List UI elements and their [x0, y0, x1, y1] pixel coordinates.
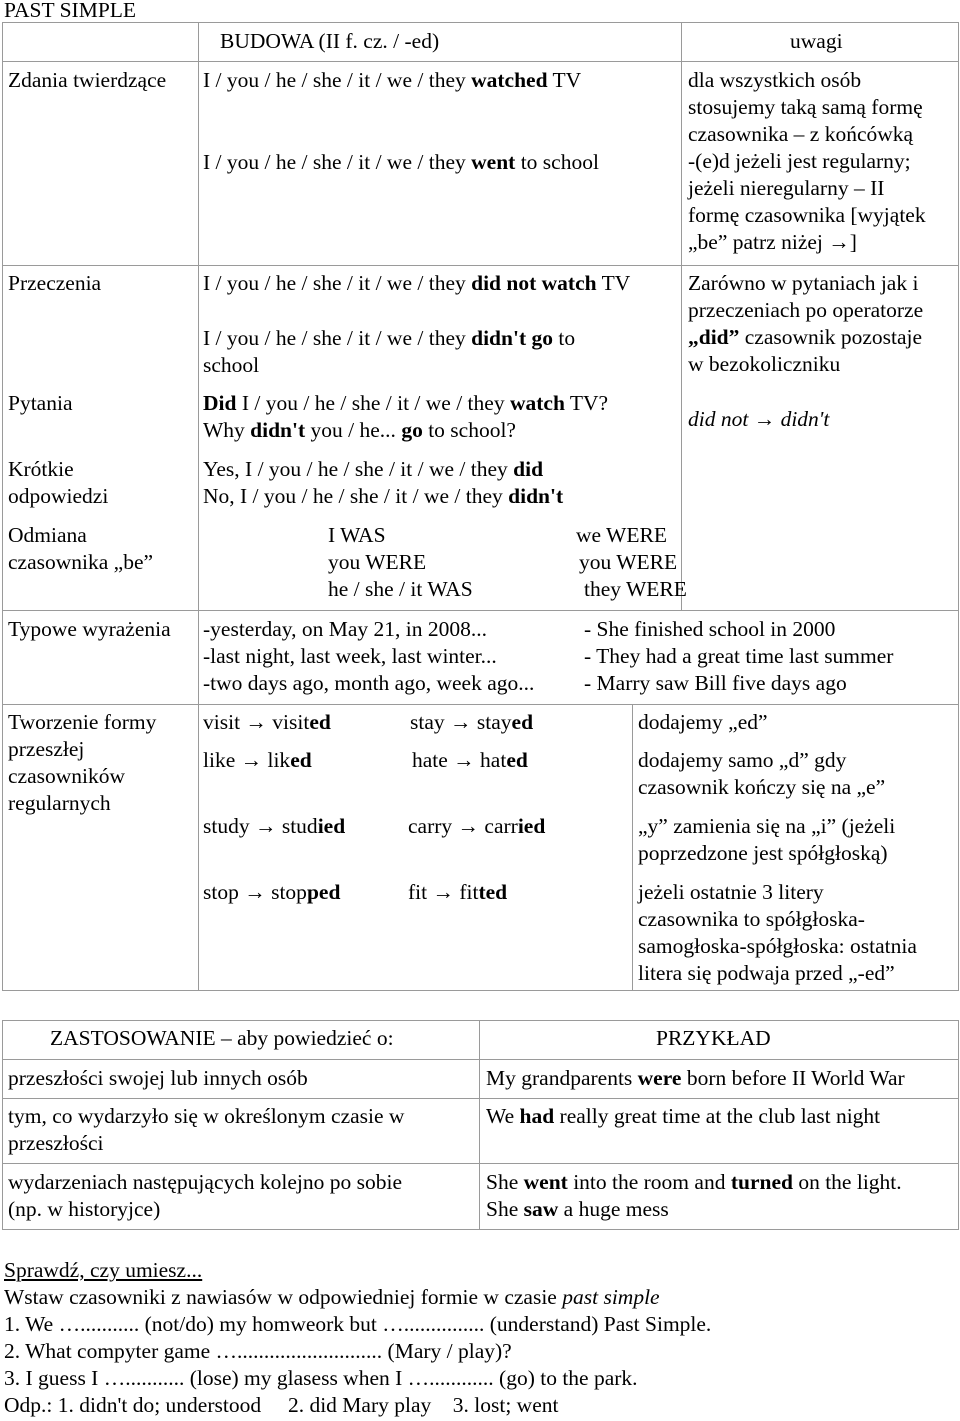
example-grandparents: My grandparents were born before II World War [486, 1066, 905, 1090]
table2-border-row2 [2, 1163, 959, 1164]
table2-border-row1 [2, 1098, 959, 1099]
rule-carry: carry → carried [408, 814, 546, 838]
typical-expressions: -yesterday, on May 21, in 2008... -last night, last week, last winter... -two days ago, month ago, week ago... [203, 617, 535, 695]
rule-note-y: „y” zamienia się na „i” (jeżeli poprzedzone jest spółgłoską) [638, 814, 896, 865]
rule-like: like → liked [203, 748, 312, 772]
be-plural: we WERE you WERE they WERE [576, 523, 687, 601]
table-border-row1 [2, 265, 959, 266]
rule-stop: stop → stopped [203, 880, 341, 904]
note-operator: Zarówno w pytaniach jak i przeczeniach po operatorze „did” czasownik pozostaje w bezokoliczniku [688, 271, 924, 376]
row-label-odmiana: Odmiana czasownika „be” [8, 523, 154, 574]
table-border-bottom [2, 990, 959, 991]
rule-fit: fit → fitted [408, 880, 508, 904]
exercise-answers: Odp.: 1. didn't do; understood 2. did Mary play 3. lost; went [4, 1393, 559, 1417]
table2-border-right [958, 1020, 959, 1230]
exercise-instruction: Wstaw czasowniki z nawiasów w odpowiedniej formie w czasie past simple [4, 1285, 660, 1309]
exercise-q2: 2. What compyter game …........................... (Mary / play)? [4, 1339, 512, 1363]
usage-specific-time: tym, co wydarzyło się w określonym czasie w przeszłości [8, 1104, 405, 1155]
row-label-twierdzace: Zdania twierdzące [8, 68, 167, 92]
row-label-przeczenia: Przeczenia [8, 271, 102, 295]
exercise-q3: 3. I guess I …........... (lose) my glasess when I …............ (go) to the park. [4, 1366, 638, 1390]
rule-stay: stay → stayed [410, 710, 534, 734]
header-uwagi: uwagi [790, 29, 843, 53]
example-krotkie: Yes, I / you / he / she / it / we / they did No, I / you / he / she / it / we / they didn't [203, 457, 564, 508]
example-przeczenia-2: I / you / he / she / it / we / they didn't go to school [203, 326, 576, 377]
rule-visit: visit → visited [203, 710, 331, 734]
exercise-heading: Sprawdź, czy umiesz... [4, 1258, 203, 1282]
note-didnt: did not → didn't [688, 407, 830, 431]
table-col-divider-3 [632, 704, 633, 991]
table-border-header [2, 61, 959, 62]
table-border-right [958, 22, 959, 991]
table2-border-bottom [2, 1229, 959, 1230]
example-club: We had really great time at the club last night [486, 1104, 881, 1128]
rule-note-d: dodajemy samo „d” gdy czasownik kończy się na „e” [638, 748, 886, 799]
rule-hate: hate → hated [412, 748, 528, 772]
row-label-tworzenie: Tworzenie formy przeszłej czasowników regularnych [8, 710, 157, 815]
example-sequence: She went into the room and turned on the light. She saw a huge mess [486, 1170, 902, 1221]
table2-border-top [2, 1020, 959, 1021]
header-budowa: BUDOWA (II f. cz. / -ed) [220, 29, 440, 53]
example-twierdzace-2: I / you / he / she / it / we / they went to school [203, 150, 599, 174]
usage-sequence: wydarzeniach następujących kolejno po sobie (np. w historyjce) [8, 1170, 403, 1221]
table2-border-left [2, 1020, 3, 1230]
note-twierdzace: dla wszystkich osób stosujemy taką samą formę czasownika – z końcówką -(e)d jeżeli jest regularny; jeżeli nieregularny – II formę czasownika [wyjątek „be” patrz niżej →] [688, 68, 926, 254]
example-pytania: Did I / you / he / she / it / we / they watch TV? Why didn't you / he... go to school? [203, 391, 609, 442]
row-label-typowe: Typowe wyrażenia [8, 617, 171, 641]
example-przeczenia-1: I / you / he / she / it / we / they did not watch TV [203, 271, 631, 295]
page-title: PAST SIMPLE [4, 0, 137, 22]
table-border-left [2, 22, 3, 991]
rule-note-ed: dodajemy „ed” [638, 710, 768, 734]
typical-examples: - She finished school in 2000 - They had a great time last summer - Marry saw Bill five days ago [584, 617, 894, 695]
example-twierdzace-1: I / you / he / she / it / we / they watched TV [203, 68, 582, 92]
table-border-tworzenie [2, 704, 959, 705]
exercise-q1: 1. We …........... (not/do) my homweork but …............... (understand) Past Simple. [4, 1312, 712, 1336]
row-label-krotkie: Krótkie odpowiedzi [8, 457, 109, 508]
table2-col-divider [479, 1020, 480, 1230]
table-border-top [2, 22, 959, 23]
table-border-typowe [2, 610, 959, 611]
example-header: PRZYKŁAD [656, 1026, 771, 1050]
be-singular: I WAS you WERE he / she / it WAS [328, 523, 473, 601]
usage-header: ZASTOSOWANIE – aby powiedzieć o: [50, 1026, 394, 1050]
usage-past-people: przeszłości swojej lub innych osób [8, 1066, 308, 1090]
row-label-pytania: Pytania [8, 391, 73, 415]
table-col-divider-1 [198, 22, 199, 991]
table2-border-header [2, 1059, 959, 1060]
rule-note-double: jeżeli ostatnie 3 litery czasownika to spółgłoska- samogłoska-spółgłoska: ostatnia litera się podwaja przed „-ed” [638, 880, 917, 985]
rule-study: study → studied [203, 814, 346, 838]
